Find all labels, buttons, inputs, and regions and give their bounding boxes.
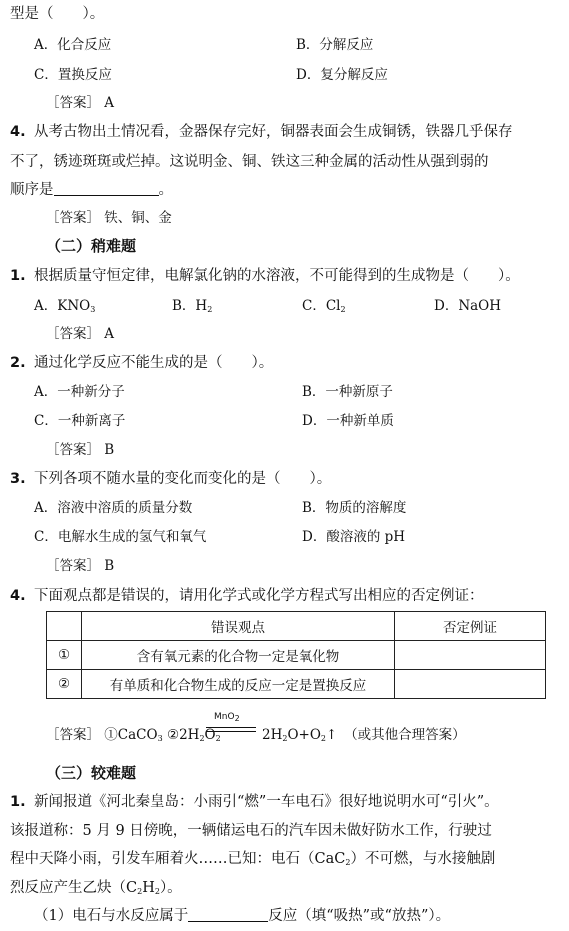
table-header-cell: 否定例证 — [395, 612, 546, 641]
s2q4-answer-sub2: 2 — [199, 734, 205, 743]
s2q1-option-c — [302, 296, 346, 320]
q4-line1: 从考古物出土情况看，金器保存完好，铜器表面会生成铜锈，铁器几乎保存 — [34, 124, 513, 140]
s3q1-line3-sub: 2 — [345, 858, 351, 867]
s2q4-answer-tail: ↑ （或其他合理答案） — [326, 727, 466, 743]
s2q3-option-b: B．物质的溶解度 — [302, 500, 407, 516]
s2q1-option-a — [34, 296, 95, 320]
q3-answer: ［答案］ A — [46, 95, 115, 111]
s2q4-number: 4. — [10, 588, 26, 604]
reaction-condition-sub: 2 — [234, 714, 240, 723]
s2q3-answer: ［答案］ B — [46, 558, 115, 574]
s3q1-sub1-pre: （1）电石与水反应属于 — [34, 908, 189, 924]
q3-option-b: B．分解反应 — [296, 37, 374, 53]
s2q1-option-b-sub: 2 — [207, 305, 213, 314]
reaction-condition — [214, 712, 240, 723]
s2q4-answer-sub3: 2 — [215, 734, 221, 743]
s2q1-stem: 根据质量守恒定律，电解氯化钠的水溶液，不可能得到的生成物是（ ）。 — [34, 268, 520, 284]
s2q1-option-c-text: C．Cl — [302, 298, 341, 314]
s2q4-stem: 下面观点都是错误的，请用化学式或化学方程式写出相应的否定例证： — [34, 588, 484, 604]
s3q1-line4-end: ）。 — [159, 880, 182, 896]
s2q2-stem: 通过化学反应不能生成的是（ ）。 — [34, 355, 274, 371]
s2q1-option-a-sub: 3 — [90, 305, 96, 314]
s2q4-answer-product1: 2H — [262, 727, 283, 743]
s3q1-line4-sub2: 2 — [154, 887, 160, 896]
q3-option-d: D．复分解反应 — [296, 67, 388, 83]
s3q1-line4-sub1: 2 — [137, 887, 143, 896]
s2q3-option-d: D．酸溶液的 pH — [302, 529, 406, 545]
table-header-row — [47, 612, 546, 641]
s2q4-answer-sub4: 2 — [282, 734, 288, 743]
q4-line2: 不了，锈迹斑斑或烂掉。这说明金、铜、铁这三种金属的活动性从强到弱的 — [10, 154, 489, 170]
s2q2-option-d: D．一种新单质 — [302, 413, 394, 429]
table-header-cell — [47, 612, 82, 641]
section3-title: （三）较难题 — [46, 764, 137, 782]
s2q4-answer-left — [46, 725, 221, 749]
s2q4-answer-prefix: ［答案］ ①CaCO — [46, 727, 158, 743]
s3q1-line3-text: 程中天降小雨，引发车厢着火……已知：电石（CaC — [10, 851, 346, 867]
s2q4-answer-mid: ②2H — [162, 727, 200, 743]
s2q3-stem: 下列各项不随水量的变化而变化的是（ ）。 — [34, 471, 332, 487]
s3q1-line1: 新闻报道《河北秦皇岛：小雨引“燃”一车电石》很好地说明水可“引火”。 — [34, 794, 499, 810]
q4-line3-end: 。 — [158, 182, 173, 198]
s3q1-line4-text: 烈反应产生乙炔（C — [10, 880, 138, 896]
s3q1-line4 — [10, 878, 182, 902]
q4-number: 4. — [10, 124, 26, 140]
s3q1-line3 — [10, 849, 495, 873]
s2q1-option-c-sub: 2 — [340, 305, 346, 314]
s2q4-answer-product2: O+O — [287, 727, 321, 743]
s2q3-number: 3. — [10, 471, 26, 487]
table-row — [47, 641, 546, 670]
s2q2-answer: ［答案］ B — [46, 442, 115, 458]
s2q4-answer-o: O — [204, 727, 216, 743]
s2q1-option-b — [172, 296, 212, 320]
q3-option-c: C．置换反应 — [34, 67, 112, 83]
s2q3-option-c: C．电解水生成的氢气和氧气 — [34, 529, 207, 545]
s3q1-sub1 — [34, 906, 450, 926]
table-cell: 含有氧元素的化合物一定是氧化物 — [82, 641, 395, 670]
s3q1-line4-mid: H — [142, 880, 155, 896]
s2q1-answer: ［答案］ A — [46, 326, 115, 342]
s2q2-number: 2. — [10, 355, 26, 371]
s3q1-number: 1. — [10, 794, 26, 810]
s2q1-number: 1. — [10, 268, 26, 284]
q4-answer: ［答案］ 铁、铜、金 — [46, 210, 172, 226]
reaction-condition-text: MnO — [214, 712, 235, 722]
table-header-cell: 错误观点 — [82, 612, 395, 641]
s3q1-sub1-post: 反应（填“吸热”或“放热”）。 — [268, 908, 451, 924]
s2q1-option-a-text: A．KNO — [34, 298, 91, 314]
q3-stem-tail: 型是（ ）。 — [10, 6, 105, 22]
s3q1-line2: 该报道称：5 月 9 日傍晚，一辆储运电石的汽车因未做好防水工作，行驶过 — [10, 823, 492, 839]
s2q4-answer-sub1: 3 — [157, 734, 163, 743]
s3q1-answer-blank — [188, 907, 268, 922]
table-cell: ② — [47, 670, 82, 699]
q3-option-a: A．化合反应 — [34, 37, 112, 53]
s2q2-option-b: B．一种新原子 — [302, 384, 393, 400]
table-row — [47, 670, 546, 699]
table-cell: 有单质和化合物生成的反应一定是置换反应 — [82, 670, 395, 699]
section2-title: （二）稍难题 — [46, 237, 137, 255]
table-cell — [395, 641, 546, 670]
s2q3-option-a: A．溶液中溶质的质量分数 — [34, 500, 193, 516]
s2q1-option-b-text: B．H — [172, 298, 208, 314]
s2q4-answer-right — [262, 725, 466, 749]
s3q1-line3-end: ）不可燃，与水接触剧 — [350, 851, 496, 867]
s2q2-option-c: C．一种新离子 — [34, 413, 126, 429]
table-cell — [395, 670, 546, 699]
s2q4-answer-sub5: 2 — [320, 734, 327, 743]
s2q2-option-a: A．一种新分子 — [34, 384, 125, 400]
error-views-table — [46, 611, 546, 699]
s2q1-option-d: D．NaOH — [434, 298, 502, 314]
q4-line3 — [10, 180, 173, 200]
table-cell: ① — [47, 641, 82, 670]
q4-line3-text: 顺序是 — [10, 182, 54, 198]
q4-answer-blank — [54, 181, 159, 196]
